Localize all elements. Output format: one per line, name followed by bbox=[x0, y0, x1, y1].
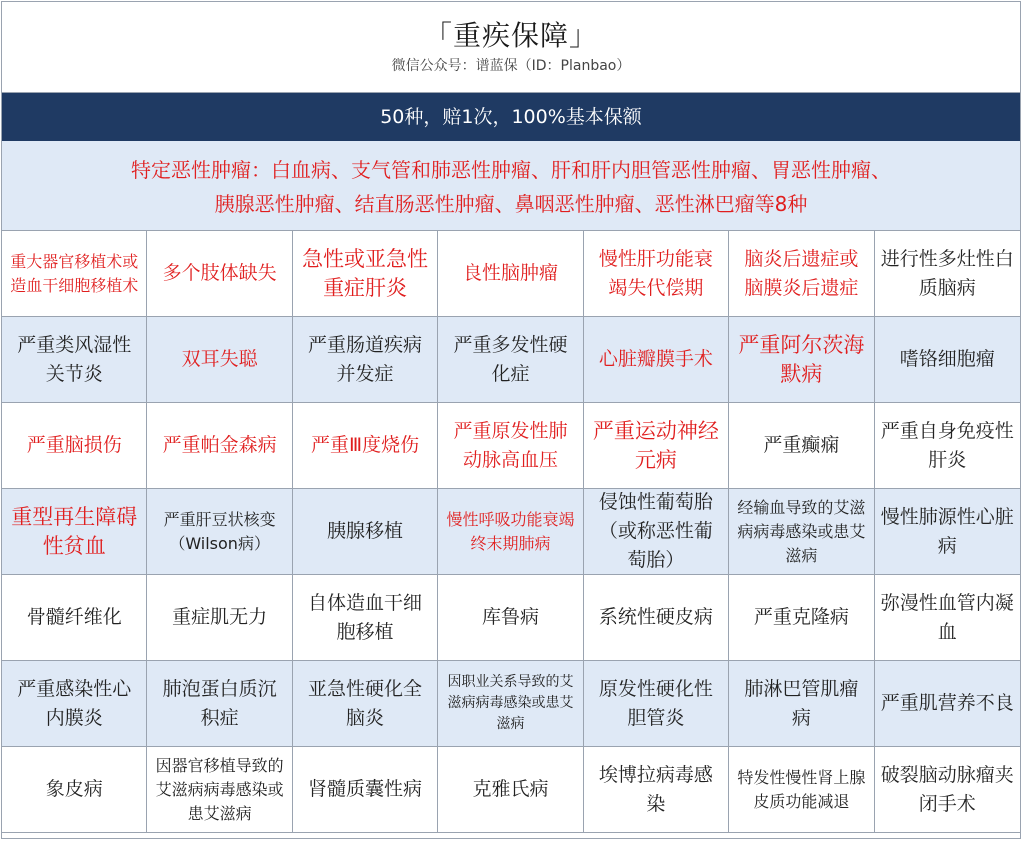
disease-cell: 胰腺移植 bbox=[293, 489, 438, 575]
disease-cell: 因职业关系导致的艾滋病病毒感染或患艾滋病 bbox=[438, 661, 583, 747]
disease-cell: 严重类风湿性关节炎 bbox=[2, 317, 147, 403]
disease-cell: 肺淋巴管肌瘤病 bbox=[729, 661, 874, 747]
disease-cell: 严重Ⅲ度烧伤 bbox=[293, 403, 438, 489]
disease-cell: 库鲁病 bbox=[438, 575, 583, 661]
disease-cell: 经输血导致的艾滋病病毒感染或患艾滋病 bbox=[729, 489, 874, 575]
disease-cell: 严重癫痫 bbox=[729, 403, 874, 489]
disease-cell: 重大器官移植术或造血干细胞移植术 bbox=[2, 231, 147, 317]
disease-cell: 严重多发性硬化症 bbox=[438, 317, 583, 403]
disease-cell: 原发性硬化性胆管炎 bbox=[584, 661, 729, 747]
critical-illness-table bbox=[1, 1, 1021, 839]
disease-cell: 严重运动神经元病 bbox=[584, 403, 729, 489]
disease-cell: 严重肌营养不良 bbox=[875, 661, 1020, 747]
disease-cell: 严重肝豆状核变（Wilson病） bbox=[147, 489, 292, 575]
disease-cell: 进行性多灶性白质脑病 bbox=[875, 231, 1020, 317]
disease-cell: 急性或亚急性重症肝炎 bbox=[293, 231, 438, 317]
header bbox=[2, 2, 1020, 93]
disease-cell: 克雅氏病 bbox=[438, 747, 583, 833]
disease-cell: 肺泡蛋白质沉积症 bbox=[147, 661, 292, 747]
page-title: 「重疾保障」 bbox=[423, 19, 598, 52]
disease-grid bbox=[2, 231, 1020, 833]
cancer-note bbox=[2, 141, 1020, 231]
disease-cell: 脑炎后遗症或脑膜炎后遗症 bbox=[729, 231, 874, 317]
disease-cell: 侵蚀性葡萄胎（或称恶性葡萄胎） bbox=[584, 489, 729, 575]
disease-cell: 破裂脑动脉瘤夹闭手术 bbox=[875, 747, 1020, 833]
disease-cell: 严重肠道疾病并发症 bbox=[293, 317, 438, 403]
disease-cell: 严重克隆病 bbox=[729, 575, 874, 661]
disease-cell: 慢性肺源性心脏病 bbox=[875, 489, 1020, 575]
disease-cell: 心脏瓣膜手术 bbox=[584, 317, 729, 403]
cancer-note-line-1: 特定恶性肿瘤：白血病、支气管和肺恶性肿瘤、肝和肝内胆管恶性肿瘤、胃恶性肿瘤、 bbox=[131, 158, 891, 182]
disease-cell: 肾髓质囊性病 bbox=[293, 747, 438, 833]
disease-cell: 埃博拉病毒感染 bbox=[584, 747, 729, 833]
disease-cell: 严重帕金森病 bbox=[147, 403, 292, 489]
disease-cell: 多个肢体缺失 bbox=[147, 231, 292, 317]
summary-bar: 50种，赔1次，100%基本保额 bbox=[2, 93, 1020, 141]
disease-cell: 弥漫性血管内凝血 bbox=[875, 575, 1020, 661]
disease-cell: 良性脑肿瘤 bbox=[438, 231, 583, 317]
disease-cell: 重型再生障碍性贫血 bbox=[2, 489, 147, 575]
disease-cell: 严重阿尔茨海默病 bbox=[729, 317, 874, 403]
cancer-note-line-2: 胰腺恶性肿瘤、结直肠恶性肿瘤、鼻咽恶性肿瘤、恶性淋巴瘤等8种 bbox=[214, 192, 808, 216]
disease-cell: 严重自身免疫性肝炎 bbox=[875, 403, 1020, 489]
disease-cell: 象皮病 bbox=[2, 747, 147, 833]
disease-cell: 系统性硬皮病 bbox=[584, 575, 729, 661]
disease-cell: 亚急性硬化全脑炎 bbox=[293, 661, 438, 747]
disease-cell: 严重脑损伤 bbox=[2, 403, 147, 489]
disease-cell: 嗜铬细胞瘤 bbox=[875, 317, 1020, 403]
disease-cell: 严重感染性心内膜炎 bbox=[2, 661, 147, 747]
disease-cell: 慢性呼吸功能衰竭终末期肺病 bbox=[438, 489, 583, 575]
disease-cell: 骨髓纤维化 bbox=[2, 575, 147, 661]
disease-cell: 双耳失聪 bbox=[147, 317, 292, 403]
page-subtitle: 微信公众号：谱蓝保（ID：Planbao） bbox=[391, 58, 631, 74]
disease-cell: 严重原发性肺动脉高血压 bbox=[438, 403, 583, 489]
disease-cell: 慢性肝功能衰竭失代偿期 bbox=[584, 231, 729, 317]
disease-cell: 重症肌无力 bbox=[147, 575, 292, 661]
disease-cell: 特发性慢性肾上腺皮质功能减退 bbox=[729, 747, 874, 833]
disease-cell: 因器官移植导致的艾滋病病毒感染或患艾滋病 bbox=[147, 747, 292, 833]
disease-cell: 自体造血干细胞移植 bbox=[293, 575, 438, 661]
